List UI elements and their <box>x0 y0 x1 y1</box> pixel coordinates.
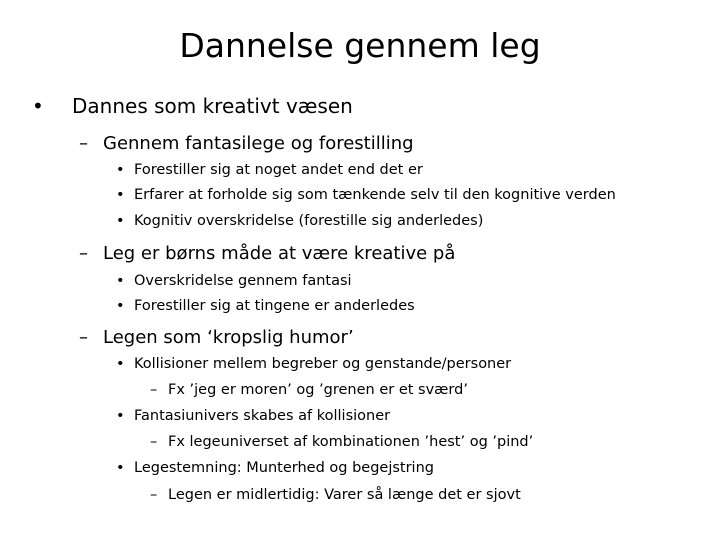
bullet-marker: • <box>116 273 125 289</box>
bullet-marker: • <box>116 408 125 424</box>
bullet-text: Gennem fantasilege og forestilling <box>103 133 414 154</box>
bullet-text: Leg er børns måde at være kreative på <box>103 243 456 264</box>
bullet-text: Overskridelse gennem fantasi <box>134 273 352 289</box>
bullet-marker: • <box>116 356 125 372</box>
bullet-marker: • <box>116 460 125 476</box>
bullet-text: Kognitiv overskridelse (forestille sig anderledes) <box>134 213 484 229</box>
bullet-marker: • <box>116 298 125 314</box>
bullet-text: Forestiller sig at tingene er anderledes <box>134 298 415 314</box>
bullet-marker: – <box>79 327 88 348</box>
slide-title: Dannelse gennem leg <box>179 26 541 65</box>
bullet-text: Dannes som kreativt væsen <box>72 94 353 118</box>
bullet-text: Erfarer at forholde sig som tænkende selv til den kognitive verden <box>134 187 616 203</box>
bullet-marker: – <box>150 434 158 450</box>
bullet-text: Forestiller sig at noget andet end det er <box>134 162 423 178</box>
bullet-marker: • <box>116 213 125 229</box>
bullet-text: Legestemning: Munterhed og begejstring <box>134 460 434 476</box>
bullet-marker: – <box>79 243 88 264</box>
bullet-text: Legen er midlertidig: Varer så længe det er sjovt <box>168 487 521 503</box>
bullet-text: Fantasiunivers skabes af kollisioner <box>134 408 391 424</box>
bullet-marker: • <box>116 162 125 178</box>
bullet-marker: – <box>150 487 158 503</box>
bullet-text: Fx ’jeg er moren’ og ’grenen er et sværd’ <box>168 382 468 398</box>
bullet-marker: • <box>32 94 44 118</box>
bullet-text: Kollisioner mellem begreber og genstande/personer <box>134 356 512 372</box>
bullet-text: Legen som ‘kropslig humor’ <box>103 327 354 348</box>
bullet-marker: – <box>150 382 158 398</box>
bullet-marker: • <box>116 187 125 203</box>
bullet-text: Fx legeuniverset af kombinationen ’hest’ og ’pind’ <box>168 434 534 450</box>
bullet-marker: – <box>79 133 88 154</box>
